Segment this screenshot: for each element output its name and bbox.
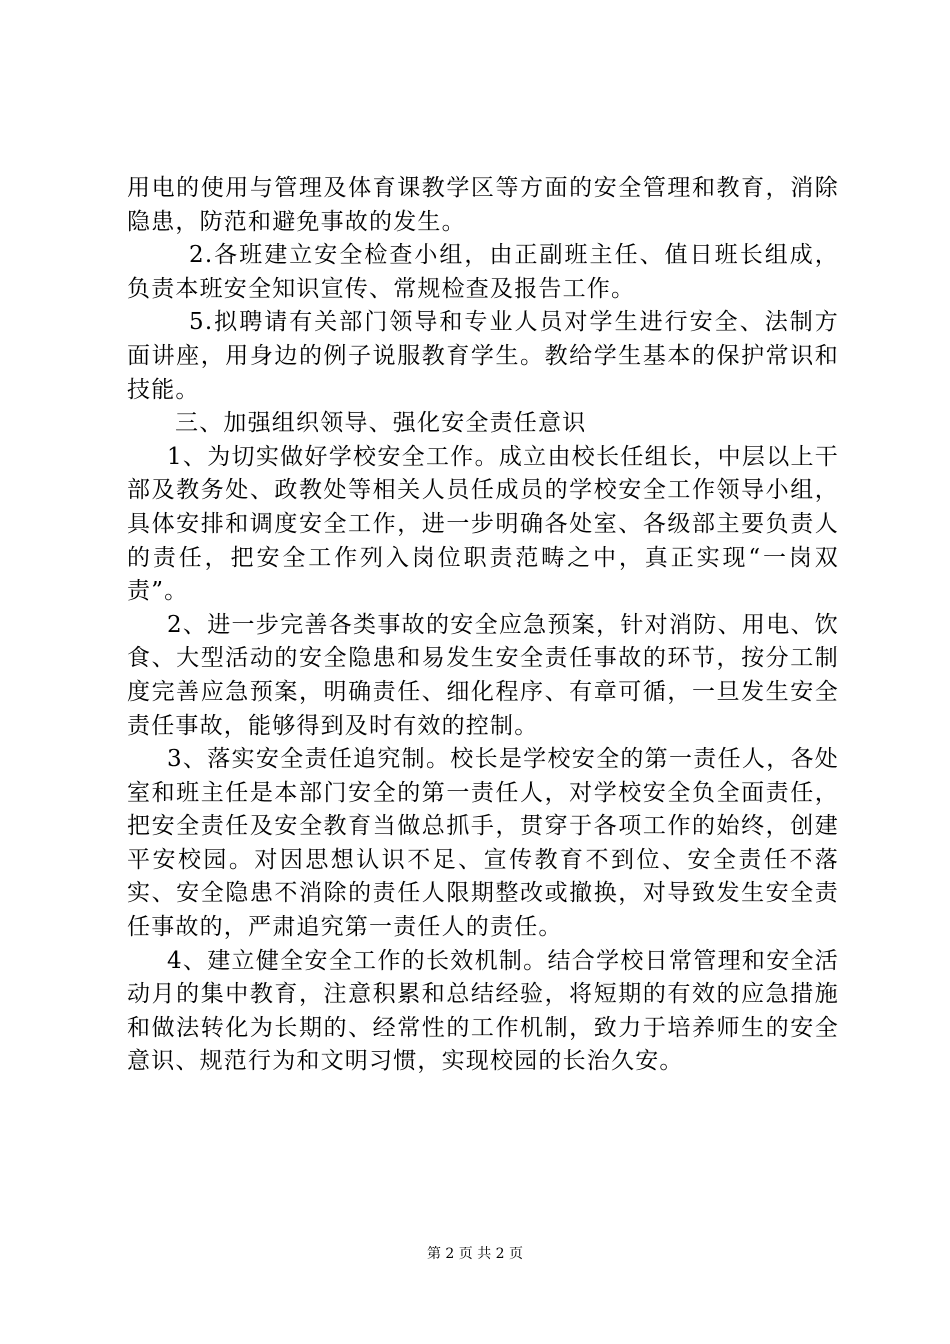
document-body [127, 172, 839, 1079]
paragraph-2: 2.各班建立安全检查小组，由正副班主任、值日班长组成，负责本班安全知识宣传、常规检查及报告工作。 [127, 242, 839, 302]
paragraph-4: 1、为切实做好学校安全工作。成立由校长任组长，中层以上干部及教务处、政教处等相关人员任成员的学校安全工作领导小组，具体安排和调度安全工作，进一步明确各处室、各级部主要负责人的责任，把安全工作列入岗位职责范畴之中，真正实现“一岗双责”。 [127, 443, 839, 605]
paragraph-1: 用电的使用与管理及体育课教学区等方面的安全管理和教育，消除隐患，防范和避免事故的发生。 [127, 175, 839, 235]
section-heading: 三、加强组织领导、强化安全责任意识 [175, 410, 587, 437]
page-footer: 第 2 页 共 2 页 [426, 1246, 524, 1262]
paragraph-3: 5.拟聘请有关部门领导和专业人员对学生进行安全、法制方面讲座，用身边的例子说服教育学生。教给学生基本的保护常识和技能。 [127, 309, 839, 403]
paragraph-5: 2、进一步完善各类事故的安全应急预案，针对消防、用电、饮食、大型活动的安全隐患和易发生安全责任事故的环节，按分工制度完善应急预案，明确责任、细化程序、有章可循，一旦发生安全责任事故，能够得到及时有效的控制。 [127, 611, 839, 739]
paragraph-7: 4、建立健全安全工作的长效机制。结合学校日常管理和安全活动月的集中教育，注意积累和总结经验，将短期的有效的应急措施和做法转化为长期的、经常性的工作机制，致力于培养师生的安全意识、规范行为和文明习惯，实现校园的长治久安。 [127, 947, 839, 1075]
paragraph-6: 3、落实安全责任追究制。校长是学校安全的第一责任人，各处室和班主任是本部门安全的第一责任人，对学校安全负全面责任，把安全责任及安全教育当做总抓手，贯穿于各项工作的始终，创建平安校园。对因思想认识不足、宣传教育不到位、安全责任不落实、安全隐患不消除的责任人限期整改或撤换，对导致发生安全责任事故的，严肃追究第一责任人的责任。 [127, 746, 839, 941]
